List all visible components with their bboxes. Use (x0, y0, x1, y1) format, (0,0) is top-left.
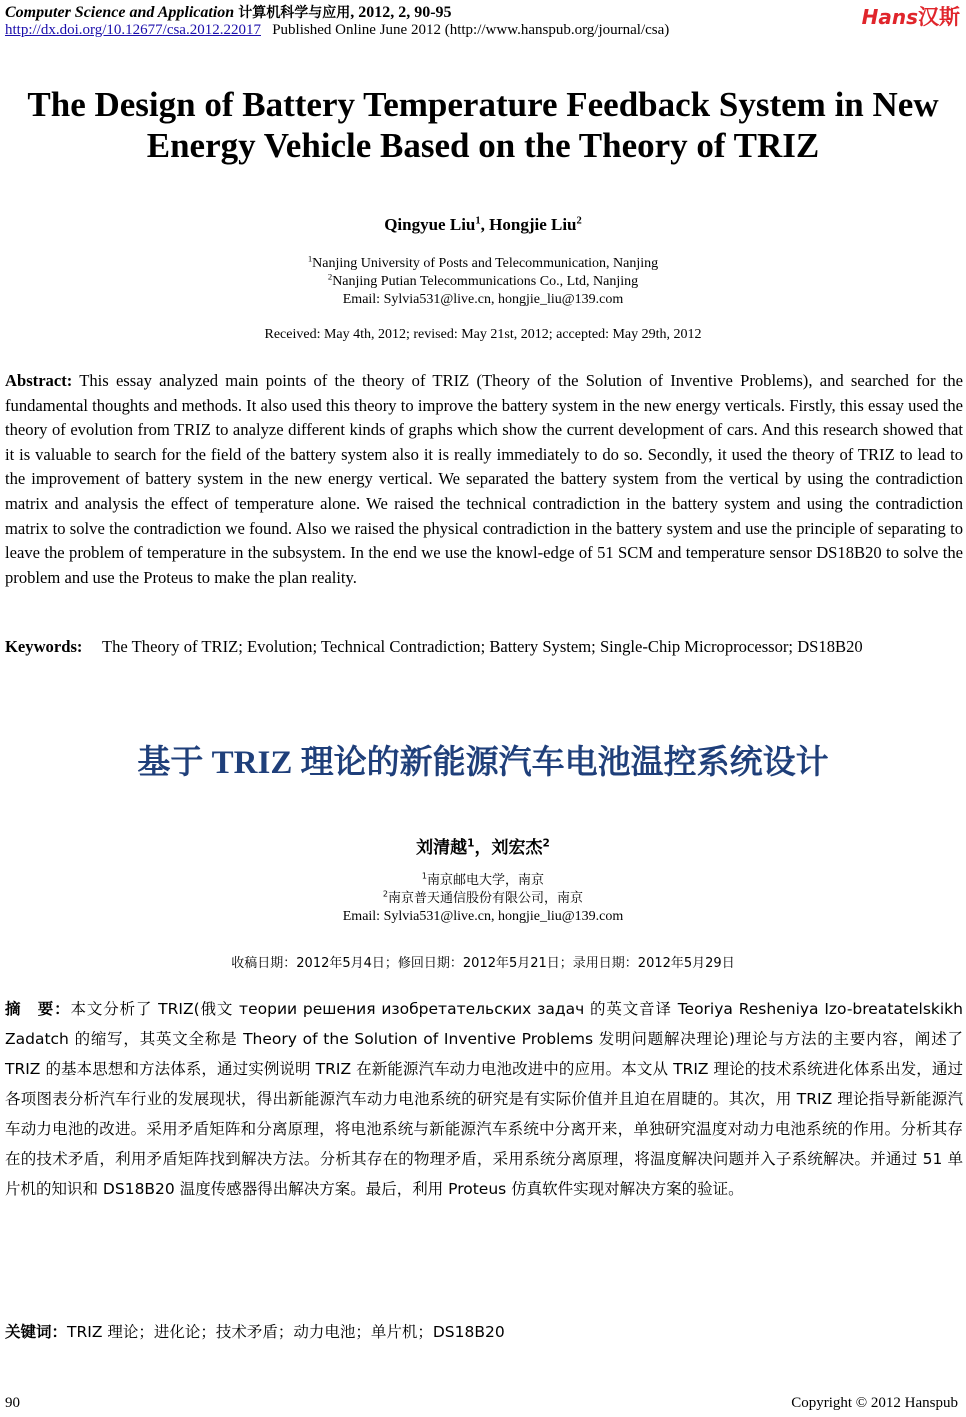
title-cn-pre: 基于 (137, 742, 204, 781)
affiliations-cn (0, 872, 966, 926)
abstract-label: Abstract: (5, 371, 73, 390)
paper-title-en (0, 84, 966, 166)
author-cn-1-sup: 1 (467, 837, 475, 850)
author-cn-2: 刘宏杰 (491, 838, 543, 858)
doi-line (5, 22, 669, 39)
authors-cn (0, 833, 966, 858)
affiliation-2: $^2$Nanjing Putian Telecommunications Co., Ltd, Nanjing (327, 271, 639, 289)
abstract-en (5, 369, 963, 590)
author-cn-sep: ， (474, 838, 492, 858)
keywords-label: Keywords: (5, 637, 83, 656)
logo-latin: Hans (861, 5, 918, 29)
abstract-cn (5, 994, 963, 1204)
author-2-sup: 2 (576, 215, 582, 227)
author-2: Hongjie Liu (489, 215, 577, 234)
received-dates-cn: 收稿日期：2012年5月4日；修回日期：2012年5月21日；录用日期：2012年5月29日 (231, 956, 735, 971)
journal-name: Computer Science and Application (5, 4, 235, 21)
received-dates-en: Received: May 4th, 2012; revised: May 21st, 2012; accepted: May 29th, 2012 (264, 327, 702, 342)
title-line-2: Energy Vehicle Based on the Theory of TRIZ (146, 126, 820, 165)
title-cn-post: 理论的新能源汽车电池温控系统设计 (300, 742, 829, 781)
doi-link[interactable]: http://dx.doi.org/10.12677/csa.2012.22017 (5, 22, 261, 38)
authors-en (0, 215, 966, 235)
published-info: Published Online June 2012 (http://www.hanspub.org/journal/csa) (272, 22, 670, 38)
affiliation-cn-1: $^1$南京邮电大学，南京 (421, 871, 545, 888)
keywords-cn (5, 1320, 505, 1342)
affiliation-cn-2: $^2$南京普天通信股份有限公司，南京 (382, 889, 584, 906)
abstract-cn-label: 摘 要： (5, 1000, 71, 1018)
author-1-sup: 1 (475, 215, 481, 227)
paper-title-cn (0, 736, 966, 783)
affiliations-en (0, 255, 966, 309)
author-1: Qingyue Liu (384, 215, 476, 234)
title-cn-latin: TRIZ (203, 745, 301, 781)
author-cn-1: 刘清越 (416, 838, 468, 858)
page-number: 90 (5, 1395, 20, 1411)
abstract-cn-text: 本文分析了 TRIZ(俄文 теории решения изобретательских задач 的英文音译 Teoriya Resheniya Izo-breatatelskikh Zadatch 的缩写，其英文全称是 Theory of the Solution of Inventive Problems 发明问题解决理论)理论与方法的主要内容，阐述了 TRIZ 的基本思想和方法体系，通过实例说明 TRIZ 在新能源汽车动力电池改进中的应用。本文从 TRIZ 理论的技术系统进化体系出发，通过各项图表分析汽车行业的发展现状，得出新能源汽车动力电池系统的研究是有实际价值并且迫在眉睫的。其次，用 TRIZ 理论指导新能源汽车动力电池的改进。采用矛盾矩阵和分离原理，将电池系统与新能源汽车系统中分离开来，单独研究温度对动力电池系统的作用。分析其存在的技术矛盾，利用矛盾矩阵找到解决方法。分析其存在的物理矛盾，采用系统分离原理，将温度解决问题并入子系统解决。并通过 51 单片机的知识和 DS18B20 温度传感器得出解决方案。最后，利用 Proteus 仿真软件实现对解决方案的验证。 (5, 1000, 963, 1198)
keywords-cn-label: 关键词： (5, 1323, 68, 1341)
journal-header (5, 2, 452, 22)
keywords-cn-text: TRIZ 理论；进化论；技术矛盾；动力电池；单片机；DS18B20 (67, 1323, 505, 1341)
abstract-text: This essay analyzed main points of the theory of TRIZ (Theory of the Solution of Inventive Problems), and searched for the fundamental thoughts and methods. It also used this theory to improve the battery system in the new energy verticals. Firstly, this essay used the theory of evolution from TRIZ to analyze different kinds of graphs which show the current development of cars. And this research showed that it is valuable to search for the field of the battery system also it is really immediately to do so. Secondly, it used the theory of TRIZ to lead to the improvement of battery system in the new energy vertical. We separated the battery system from the vertical by using the contradiction matrix and analysis the effect of temperature alone. We raised the technical contradiction in the battery system and using the contradiction matrix to solve the contradiction we found. Also we raised the physical contradiction in the battery system and use the principle of separating to leave the problem of temperature in the subsystem. In the end we use the knowl-edge of 51 SCM and temperature sensor DS18B20 to solve the problem and use the Proteus to make the plan reality. (5, 371, 964, 587)
keywords-text: The Theory of TRIZ; Evolution; Technical Contradiction; Battery System; Single-Chip Microprocessor; DS18B20 (102, 637, 863, 656)
email-en: Email: Sylvia531@live.cn, hongjie_liu@139.com (342, 292, 624, 307)
hanspub-logo (862, 1, 960, 31)
volume-info: , 2012, 2, 90-95 (350, 4, 452, 21)
title-line-1: The Design of Battery Temperature Feedback System in New (27, 85, 939, 124)
affiliation-1: $^1$Nanjing University of Posts and Telecommunication, Nanjing (307, 253, 659, 271)
journal-name-cn: 计算机科学与应用 (238, 5, 351, 21)
logo-cn: 汉斯 (918, 5, 960, 29)
author-sep: , (480, 215, 490, 234)
copyright: Copyright © 2012 Hanspub (791, 1395, 958, 1411)
email-cn: Email: Sylvia531@live.cn, hongjie_liu@139.com (342, 909, 624, 924)
author-cn-2-sup: 2 (542, 837, 550, 850)
